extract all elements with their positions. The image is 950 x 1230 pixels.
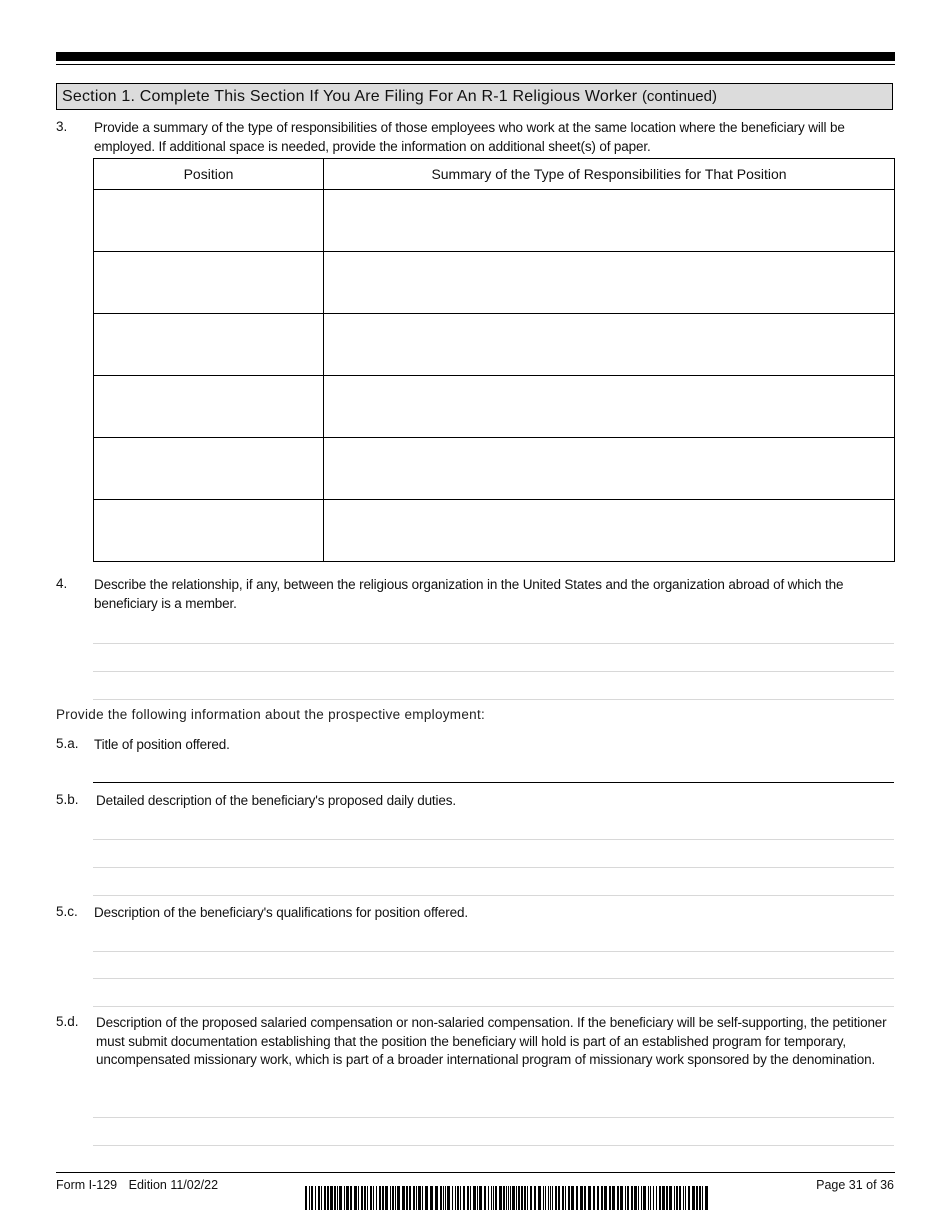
barcode-bar — [440, 1186, 442, 1210]
barcode-bar — [538, 1186, 541, 1210]
barcode-bar — [484, 1186, 486, 1210]
q4-answer-field[interactable] — [93, 616, 894, 700]
barcode-bar — [409, 1186, 411, 1210]
barcode-bar — [344, 1186, 345, 1210]
q4-number: 4. — [56, 576, 68, 591]
barcode-bar — [337, 1186, 338, 1210]
col-header-summary: Summary of the Type of Responsibilities for That Position — [324, 159, 895, 190]
barcode-bar — [558, 1186, 560, 1210]
barcode-bar — [370, 1186, 372, 1210]
q5c-answer-line — [93, 978, 894, 979]
position-cell[interactable] — [94, 438, 324, 500]
barcode-bar — [452, 1186, 453, 1210]
form-edition: Edition 11/02/22 — [128, 1178, 219, 1192]
q5d-answer-line — [93, 1145, 894, 1146]
barcode-bar — [588, 1186, 591, 1210]
barcode-bar — [422, 1186, 423, 1210]
barcode-bar — [430, 1186, 433, 1210]
barcode-bar — [625, 1186, 626, 1210]
footer-rule — [56, 1172, 895, 1173]
q5c-number: 5.c. — [56, 904, 78, 919]
barcode-bar — [491, 1186, 492, 1210]
q5d-answer-field[interactable] — [93, 1092, 894, 1147]
barcode-bar — [339, 1186, 342, 1210]
q5b-answer-field[interactable] — [93, 814, 894, 896]
barcode-bar — [518, 1186, 520, 1210]
barcode-bar — [580, 1186, 583, 1210]
barcode-bar — [305, 1186, 307, 1210]
barcode-bar — [656, 1186, 657, 1210]
q5a-answer-line — [93, 782, 894, 783]
barcode-bar — [545, 1186, 546, 1210]
col-header-position: Position — [94, 159, 324, 190]
q5a-answer-field[interactable] — [93, 758, 894, 782]
q4-answer-line — [93, 671, 894, 672]
q3-text: Provide a summary of the type of responsibilities of those employees who work at the same location where the beneficiary will be employed. If additional space is needed, provide the information on additional sheet(s) of paper. — [94, 120, 845, 154]
barcode-bar — [662, 1186, 665, 1210]
q5d-number: 5.d. — [56, 1014, 79, 1029]
employment-intro: Provide the following information about the prospective employment: — [56, 707, 486, 722]
barcode-bar — [392, 1186, 394, 1210]
barcode-bar — [473, 1186, 476, 1210]
barcode-bar — [674, 1186, 675, 1210]
barcode-bar — [683, 1186, 684, 1210]
barcode-bar — [318, 1186, 320, 1210]
barcode-bar — [435, 1186, 438, 1210]
barcode-bar — [361, 1186, 363, 1210]
table-row — [94, 252, 895, 314]
barcode-bar — [669, 1186, 672, 1210]
barcode — [305, 1186, 713, 1210]
barcode-bar — [659, 1186, 661, 1210]
barcode-bar — [555, 1186, 557, 1210]
q3-number: 3. — [56, 119, 68, 134]
barcode-bar — [395, 1186, 396, 1210]
barcode-bar — [527, 1186, 528, 1210]
barcode-bar — [358, 1186, 359, 1210]
barcode-bar — [455, 1186, 456, 1210]
barcode-bar — [565, 1186, 566, 1210]
barcode-bar — [467, 1186, 469, 1210]
barcode-bar — [617, 1186, 619, 1210]
q5a-text: Title of position offered. — [94, 737, 230, 752]
table-row — [94, 314, 895, 376]
barcode-bar — [688, 1186, 690, 1210]
barcode-bar — [562, 1186, 564, 1210]
barcode-bar — [382, 1186, 384, 1210]
position-cell[interactable] — [94, 500, 324, 562]
summary-cell[interactable] — [324, 500, 895, 562]
q5d-answer-line — [93, 1117, 894, 1118]
barcode-bar — [470, 1186, 471, 1210]
barcode-bar — [334, 1186, 336, 1210]
barcode-bar — [524, 1186, 526, 1210]
barcode-bar — [397, 1186, 400, 1210]
barcode-bar — [597, 1186, 599, 1210]
barcode-bar — [510, 1186, 511, 1210]
barcode-bar — [676, 1186, 678, 1210]
page-number: Page 31 of 36 — [816, 1178, 894, 1192]
footer-form-info — [56, 1178, 226, 1192]
barcode-bar — [516, 1186, 517, 1210]
table-row — [94, 190, 895, 252]
barcode-bar — [350, 1186, 352, 1210]
barcode-bar — [488, 1186, 489, 1210]
table-row — [94, 438, 895, 500]
q4-answer-line — [93, 699, 894, 700]
barcode-bar — [447, 1186, 450, 1210]
barcode-bar — [593, 1186, 595, 1210]
barcode-bar — [638, 1186, 639, 1210]
barcode-bar — [376, 1186, 377, 1210]
barcode-bar — [493, 1186, 494, 1210]
q5c-answer-line — [93, 1006, 894, 1007]
barcode-bar — [641, 1186, 642, 1210]
barcode-bar — [463, 1186, 465, 1210]
barcode-bar — [568, 1186, 570, 1210]
barcode-bar — [512, 1186, 515, 1210]
barcode-bar — [327, 1186, 329, 1210]
barcode-bar — [330, 1186, 333, 1210]
barcode-bar — [379, 1186, 381, 1210]
section-title: Section 1. Complete This Section If You Are Filing For An R-1 Religious Worker — [62, 88, 638, 105]
barcode-bar — [650, 1186, 651, 1210]
summary-cell[interactable] — [324, 314, 895, 376]
barcode-bar — [425, 1186, 428, 1210]
q5b-number: 5.b. — [56, 792, 79, 807]
barcode-bar — [479, 1186, 482, 1210]
barcode-bar — [418, 1186, 421, 1210]
q4-text: Describe the relationship, if any, between the religious organization in the United States and the organization abroad of which the beneficiary is a member. — [94, 577, 844, 611]
barcode-bar — [679, 1186, 681, 1210]
summary-cell[interactable] — [324, 438, 895, 500]
barcode-bar — [576, 1186, 578, 1210]
barcode-bar — [445, 1186, 446, 1210]
position-cell[interactable] — [94, 314, 324, 376]
q4-answer-line — [93, 643, 894, 644]
barcode-bar — [604, 1186, 607, 1210]
barcode-bar — [508, 1186, 509, 1210]
barcode-bar — [503, 1186, 505, 1210]
q5b-answer-line — [93, 839, 894, 840]
barcode-bar — [584, 1186, 586, 1210]
summary-cell[interactable] — [324, 252, 895, 314]
barcode-bar — [692, 1186, 695, 1210]
position-cell[interactable] — [94, 376, 324, 438]
top-rule-thick — [56, 52, 895, 61]
barcode-bar — [324, 1186, 326, 1210]
barcode-bar — [612, 1186, 615, 1210]
barcode-bar — [443, 1186, 444, 1210]
barcode-bar — [653, 1186, 654, 1210]
barcode-bar — [460, 1186, 461, 1210]
barcode-bar — [543, 1186, 544, 1210]
barcode-bar — [521, 1186, 523, 1210]
barcode-bar — [367, 1186, 368, 1210]
barcode-bar — [601, 1186, 603, 1210]
table-row — [94, 500, 895, 562]
section-continued: (continued) — [641, 88, 717, 105]
barcode-bar — [495, 1186, 497, 1210]
barcode-bar — [373, 1186, 374, 1210]
table-row — [94, 376, 895, 438]
q5d-text: Description of the proposed salaried compensation or non-salaried compensation. If the beneficiary will be self-supporting, the petitioner must submit documentation establishing that the position the beneficiary will hold is part of an established program for temporary, uncompensated missionary work, which is part of a broader international program of missionary work sponsored by the denomination. — [96, 1015, 887, 1067]
barcode-bar — [530, 1186, 532, 1210]
top-rule-thin — [56, 64, 895, 65]
barcode-bar — [390, 1186, 391, 1210]
q5c-text: Description of the beneficiary's qualifications for position offered. — [94, 905, 468, 920]
barcode-bar — [620, 1186, 623, 1210]
barcode-bar — [634, 1186, 637, 1210]
section-header — [56, 83, 893, 110]
barcode-bar — [506, 1186, 507, 1210]
barcode-bar — [696, 1186, 698, 1210]
q5b-answer-line — [93, 867, 894, 868]
barcode-bar — [699, 1186, 701, 1210]
barcode-bar — [702, 1186, 703, 1210]
barcode-bar — [364, 1186, 366, 1210]
barcode-bar — [609, 1186, 611, 1210]
barcode-bar — [648, 1186, 649, 1210]
barcode-bar — [457, 1186, 459, 1210]
barcode-bar — [413, 1186, 415, 1210]
barcode-bar — [402, 1186, 405, 1210]
position-cell[interactable] — [94, 252, 324, 314]
q5b-answer-line — [93, 895, 894, 896]
responsibilities-table — [93, 158, 895, 562]
barcode-bar — [548, 1186, 549, 1210]
summary-cell[interactable] — [324, 376, 895, 438]
barcode-bar — [552, 1186, 553, 1210]
barcode-bar — [499, 1186, 502, 1210]
q5c-answer-line — [93, 951, 894, 952]
barcode-bar — [685, 1186, 686, 1210]
barcode-bar — [346, 1186, 349, 1210]
form-number: Form I-129 — [56, 1178, 118, 1192]
barcode-bar — [571, 1186, 574, 1210]
barcode-bar — [354, 1186, 357, 1210]
barcode-bar — [309, 1186, 310, 1210]
barcode-bar — [705, 1186, 708, 1210]
barcode-bar — [631, 1186, 633, 1210]
barcode-bar — [627, 1186, 629, 1210]
barcode-bar — [311, 1186, 313, 1210]
barcode-bar — [666, 1186, 668, 1210]
table-header-row — [94, 159, 895, 190]
q5a-number: 5.a. — [56, 736, 79, 751]
barcode-bar — [550, 1186, 551, 1210]
barcode-bar — [321, 1186, 322, 1210]
barcode-bar — [406, 1186, 408, 1210]
barcode-bar — [643, 1186, 646, 1210]
q5c-answer-field[interactable] — [93, 926, 894, 1008]
q5b-text: Detailed description of the beneficiary's proposed daily duties. — [96, 793, 456, 808]
barcode-bar — [315, 1186, 316, 1210]
barcode-bar — [416, 1186, 417, 1210]
barcode-bar — [534, 1186, 536, 1210]
barcode-bar — [477, 1186, 478, 1210]
barcode-bar — [385, 1186, 388, 1210]
position-cell[interactable] — [94, 190, 324, 252]
summary-cell[interactable] — [324, 190, 895, 252]
